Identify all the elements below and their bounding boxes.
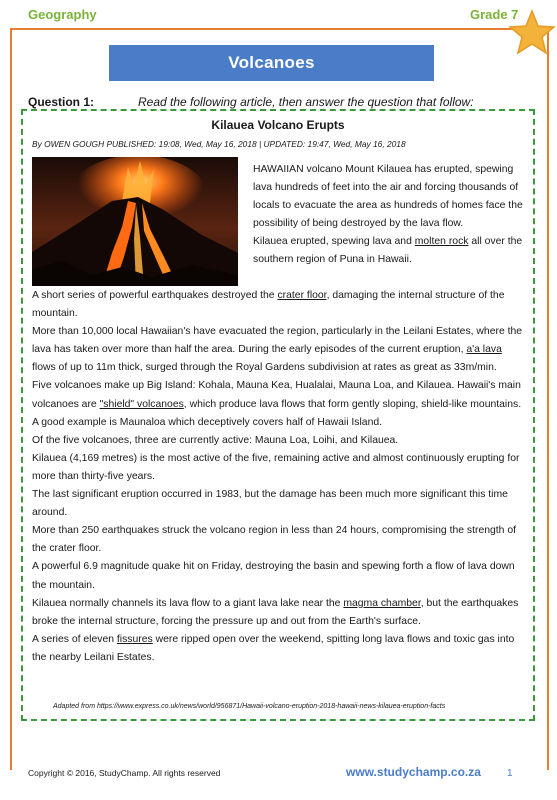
body-paragraph: Of the five volcanoes, three are currently active: Mauna Loa, Loihi, and Kilauea. (32, 434, 399, 446)
term-link[interactable]: fissures (116, 633, 153, 645)
body-paragraph: The last significant eruption occurred in 1983, but the damage has been much more significant this time around. (32, 489, 508, 519)
article-intro (253, 161, 523, 270)
term-link[interactable]: a'a lava (466, 344, 502, 356)
article-body (32, 287, 524, 667)
copyright: Copyright © 2016, StudyChamp. All rights reserved (28, 768, 221, 778)
term-link[interactable]: crater floor (277, 290, 327, 301)
question-text: Read the following article, then answer the question that follow: (138, 95, 474, 109)
question-1 (28, 95, 474, 109)
site-link[interactable]: www.studychamp.co.za (346, 765, 481, 779)
article-box (21, 109, 535, 721)
body-paragraph: Kilauea (4,169 metres) is the most active of the five, remaining active and almost continuously erupting for more than thirty-five years. (32, 452, 520, 482)
question-label: Question 1: (28, 95, 95, 109)
intro-paragraph: Kilauea erupted, spewing lava and molten rock all over the southern region of Puna in Hawaii. (253, 236, 523, 266)
page-number: 1 (507, 768, 513, 779)
term-link[interactable]: molten rock (414, 236, 469, 248)
page-title: Volcanoes (109, 45, 434, 81)
body-paragraph: A powerful 6.9 magnitude quake hit on Friday, destroying the basin and spewing forth a flow of lava down the mountain. (32, 561, 515, 591)
intro-paragraph: HAWAIIAN volcano Mount Kilauea has erupted, spewing lava hundreds of feet into the air and forcing thousands of locals to evacuate the area as hundreds of homes face the possibility of being destroyed by the lava flow. (253, 164, 523, 230)
body-paragraph: Kilauea normally channels its lava flow to a giant lava lake near the magma chamber, but the earthquakes broke the internal structure, forcing the pressure up and out from the Earth's surface. (32, 597, 519, 627)
article-source: Adapted from https://www.express.co.uk/news/world/956871/Hawaii-volcano-eruption-2018-hawaii-news-kilauea-eruption-facts (53, 703, 446, 710)
grade-label: Grade 7 (470, 7, 519, 22)
term-link[interactable]: magma chamber (343, 597, 421, 609)
body-paragraph: A series of eleven fissures were ripped open over the weekend, spitting long lava flows and toxic gas into the nearby Leilani Estates. (32, 633, 515, 663)
body-paragraph: Five volcanoes make up Big Island: Kohala, Mauna Kea, Hualalai, Mauna Loa, and Kilauea. Hawaii's main volcanoes are "shield" volcanoes, which produce lava flows that form gently sloping, shield-like mountains. A good example is Maunaloa which deceptively covers half of Hawaii Island. (32, 380, 522, 428)
body-paragraph: A short series of powerful earthquakes destroyed the crater floor, damaging the internal structure of the mountain. (32, 290, 505, 320)
article-title: Kilauea Volcano Erupts (211, 118, 345, 132)
star-icon (508, 8, 556, 56)
body-paragraph: More than 250 earthquakes struck the volcano region in less than 24 hours, compromising the strength of the crater floor. (32, 525, 517, 555)
subject-label: Geography (28, 7, 97, 22)
volcano-photo (32, 157, 238, 286)
article-byline: By OWEN GOUGH PUBLISHED: 19:08, Wed, May 16, 2018 | UPDATED: 19:47, Wed, May 16, 2018 (32, 139, 406, 149)
body-paragraph: More than 10,000 local Hawaiian's have evacuated the region, particularly in the Leilani Estates, where the lava has taken over more than half the area. During the early episodes of the current eruption, a'a lava flows of up to 11m thick, surged through the Royal Gardens subdivision at rates as great as 33m/min. (32, 326, 523, 374)
term-link[interactable]: "shield" volcanoes (99, 398, 184, 410)
